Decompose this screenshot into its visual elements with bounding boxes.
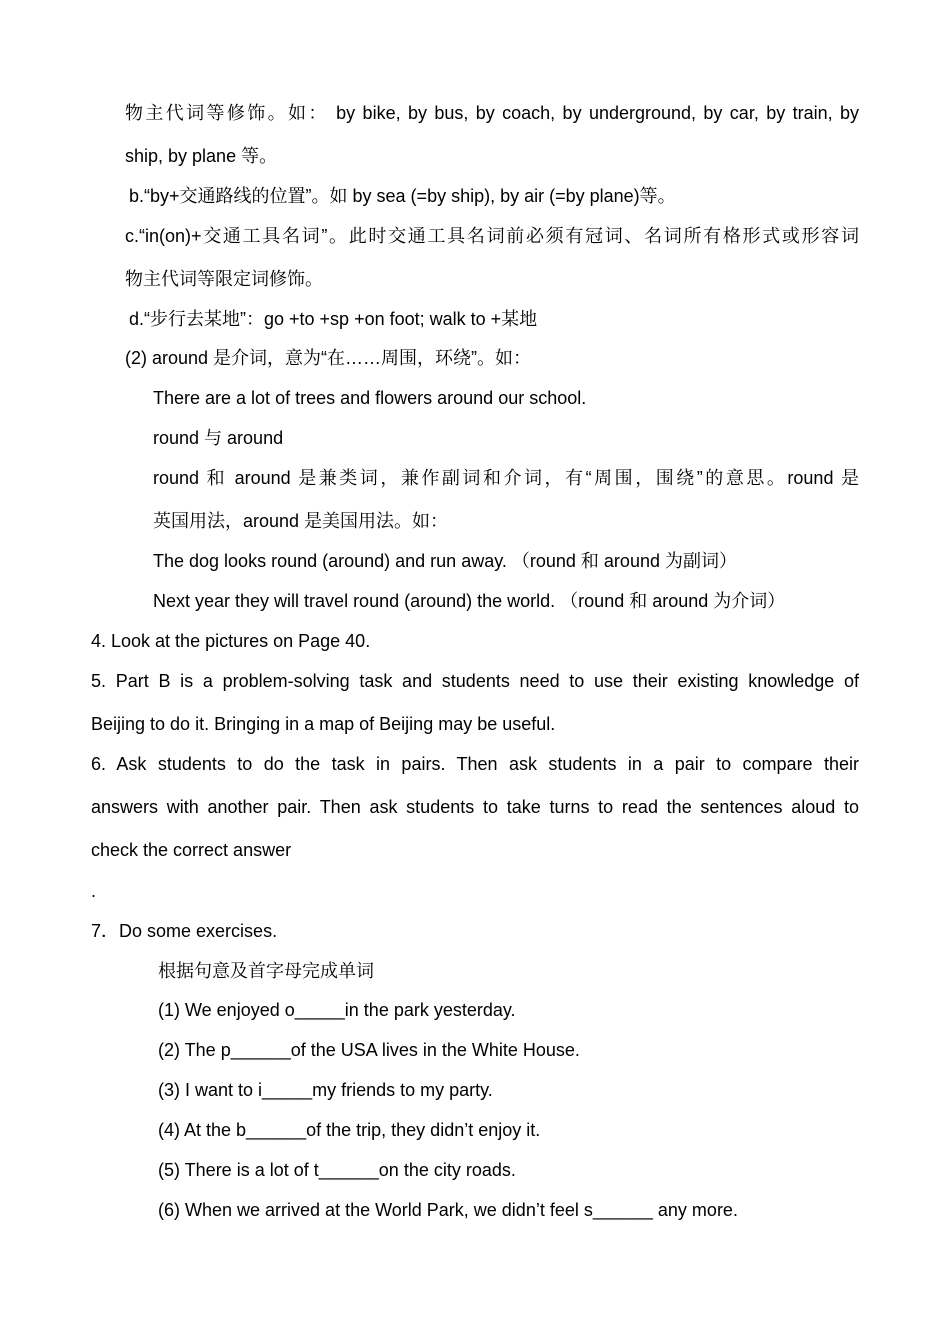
exercise-item-5: (5) There is a lot of t______on the city roads.	[158, 1160, 516, 1180]
text-line-b: b.“by+交通路线的位置”。如 by sea (=by ship), by air (=by plane)等。	[129, 186, 676, 206]
text-line-step-6-end: check the correct answer	[91, 840, 292, 860]
text-line-around-heading: (2) around 是介词，意为“在……周围，环绕”。如：	[125, 348, 532, 368]
exercise-item-1: (1) We enjoyed o_____in the park yesterday.	[158, 1000, 516, 1020]
text-line-c: c.“in(on)+交通工具名词”。此时交通工具名词前必须有冠词、名词所有格形式或形容词	[125, 226, 859, 246]
text-line-transport-modifiers: 物主代词等修饰。如： by bike, by bus, by coach, by underground, by car, by train, by	[125, 103, 859, 123]
text-line-round-around-desc: round 和 around 是兼类词，兼作副词和介词，有“周围，围绕”的意思。round 是	[153, 468, 859, 488]
text-line-period: .	[91, 881, 97, 901]
text-line-example-travel: Next year they will travel round (around) the world. （round 和 around 为介词）	[153, 591, 786, 611]
exercise-item-3: (3) I want to i_____my friends to my party.	[158, 1080, 493, 1100]
exercise-item-2: (2) The p______of the USA lives in the White House.	[158, 1040, 580, 1060]
text-line-usage: 英国用法，around 是美国用法。如：	[153, 511, 449, 531]
text-line-step-6-cont: answers with another pair. Then ask students to take turns to read the sentences aloud to	[91, 797, 859, 817]
text-line-step-4: 4. Look at the pictures on Page 40.	[91, 631, 371, 651]
exercise-item-4: (4) At the b______of the trip, they didn’t enjoy it.	[158, 1120, 541, 1140]
text-line-c-cont: 物主代词等限定词修饰。	[125, 269, 323, 289]
text-line-d: d.“步行去某地”：go +to +sp +on foot; walk to +某地	[129, 309, 538, 329]
text-line-example-dog: The dog looks round (around) and run away. （round 和 around 为副词）	[153, 551, 737, 571]
text-line-step-5-cont: Beijing to do it. Bringing in a map of Beijing may be useful.	[91, 714, 556, 734]
text-line-step-7: 7．Do some exercises.	[91, 921, 278, 941]
text-line-by-plane: ship, by plane 等。	[125, 146, 278, 166]
text-line-step-6: 6. Ask students to do the task in pairs. Then ask students in a pair to compare their	[91, 754, 859, 774]
text-line-step-5: 5. Part B is a problem-solving task and students need to use their existing knowledge of	[91, 671, 859, 691]
exercise-item-6: (6) When we arrived at the World Park, we didn’t feel s______ any more.	[158, 1200, 738, 1220]
text-line-example-school: There are a lot of trees and flowers around our school.	[153, 388, 587, 408]
exercise-instruction: 根据句意及首字母完成单词	[158, 961, 374, 981]
text-line-round-vs-around: round 与 around	[153, 428, 284, 448]
